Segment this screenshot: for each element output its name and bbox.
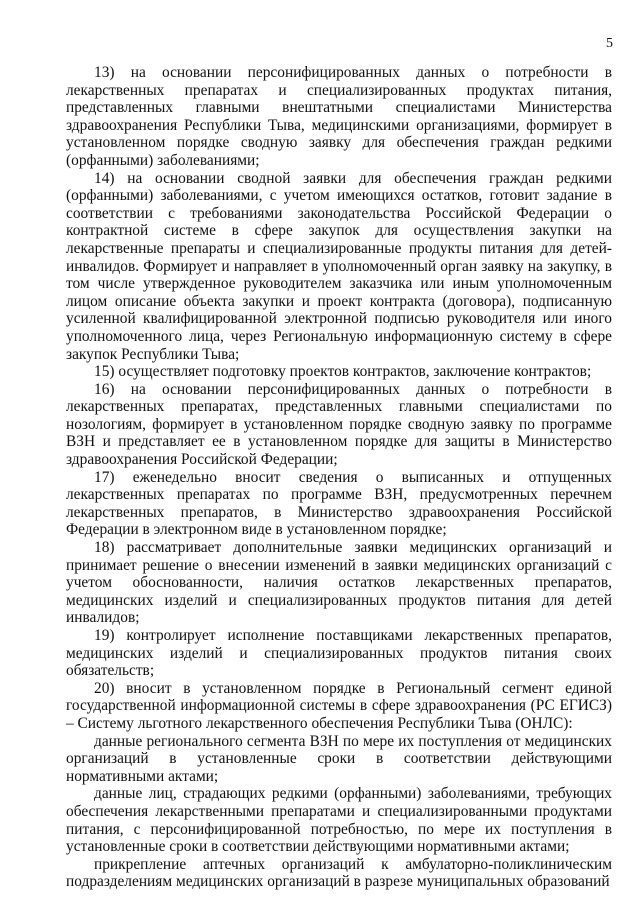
paragraph-item-20: 20) вносит в установленном порядке в Региональный сегмент единой государственной информационной системы в сфере здравоохранения (РС ЕГИСЗ) – Систему льготного лекарственного обеспечения Республики Тыва (ОНЛС): (66, 679, 612, 732)
paragraph-item-15: 15) осуществляет подготовку проектов контрактов, заключение контрактов; (94, 363, 592, 381)
paragraph-item-16: 16) на основании персонифицированных данных о потребности в лекарственных препаратах, представленных главными специалистами по нозологиям, формирует в установленном порядке сводную заявку по программе ВЗН и представляет ее в установленном порядке для защиты в Министерство здравоохранения Российской Федерации; (66, 380, 612, 469)
paragraph-item-19: 19) контролирует исполнение поставщиками лекарственных препаратов, медицинских изделий и специализированных продуктов питания своих обязательств; (66, 627, 612, 680)
page-number: 5 (606, 36, 613, 51)
paragraph-item-14: 14) на основании сводной заявки для обеспечения граждан редкими (орфанными) заболеваниями, с учетом имеющихся остатков, готовит задание в соответствии с требованиями законодательства Российской Федерации о контрактной системе в сфере закупок для осуществления закупки на лекарственные препараты и специализированные продукты питания для детей-инвалидов. Формирует и направляет в уполномоченный орган заявку на закупку, в том числе утвержденное руководителем заказчика или иным уполномоченным лицом описание объекта закупки и проект контракта (договора), подписанную усиленной квалифицированной электронной подписью руководителя или иного уполномоченного лица, через Региональную информационную систему в сфере закупок Республики Тыва; (66, 169, 612, 363)
paragraph-subitem-pharmacy-attachment: прикрепление аптечных организаций к амбулаторно-поликлиническим подразделениям медицинских организаций в разрезе муниципальных образований (66, 855, 612, 891)
paragraph-subitem-orphan-data: данные лиц, страдающих редкими (орфанными) заболеваниями, требующих обеспечения лекарственными препаратами и специализированными продуктами питания, с персонифицированной потребностью, по мере их поступления в установленные сроки в соответствии действующими нормативными актами; (66, 785, 612, 856)
document-body (66, 64, 612, 891)
paragraph-item-17: 17) еженедельно вносит сведения о выписанных и отпущенных лекарственных препаратах по программе ВЗН, предусмотренных перечнем лекарственных препаратов, в Министерство здравоохранения Российской Федерации в электронном виде в установленном порядке; (66, 468, 612, 539)
paragraph-subitem-vzn-data: данные регионального сегмента ВЗН по мере их поступления от медицинских организаций в установленные сроки в соответствии действующими нормативными актами; (66, 732, 612, 785)
paragraph-item-13: 13) на основании персонифицированных данных о потребности в лекарственных препаратах и специализированных продуктах питания, представленных главными внештатными специалистами Министерства здравоохранения Республики Тыва, медицинскими организациями, формирует в установленном порядке сводную заявку для обеспечения граждан редкими (орфанными) заболеваниями; (66, 64, 612, 169)
paragraph-item-18: 18) рассматривает дополнительные заявки медицинских организаций и принимает решение о внесении изменений в заявки медицинских организаций с учетом обоснованности, наличия остатков лекарственных препаратов, медицинских изделий и специализированных продуктов питания для детей инвалидов; (66, 539, 612, 627)
